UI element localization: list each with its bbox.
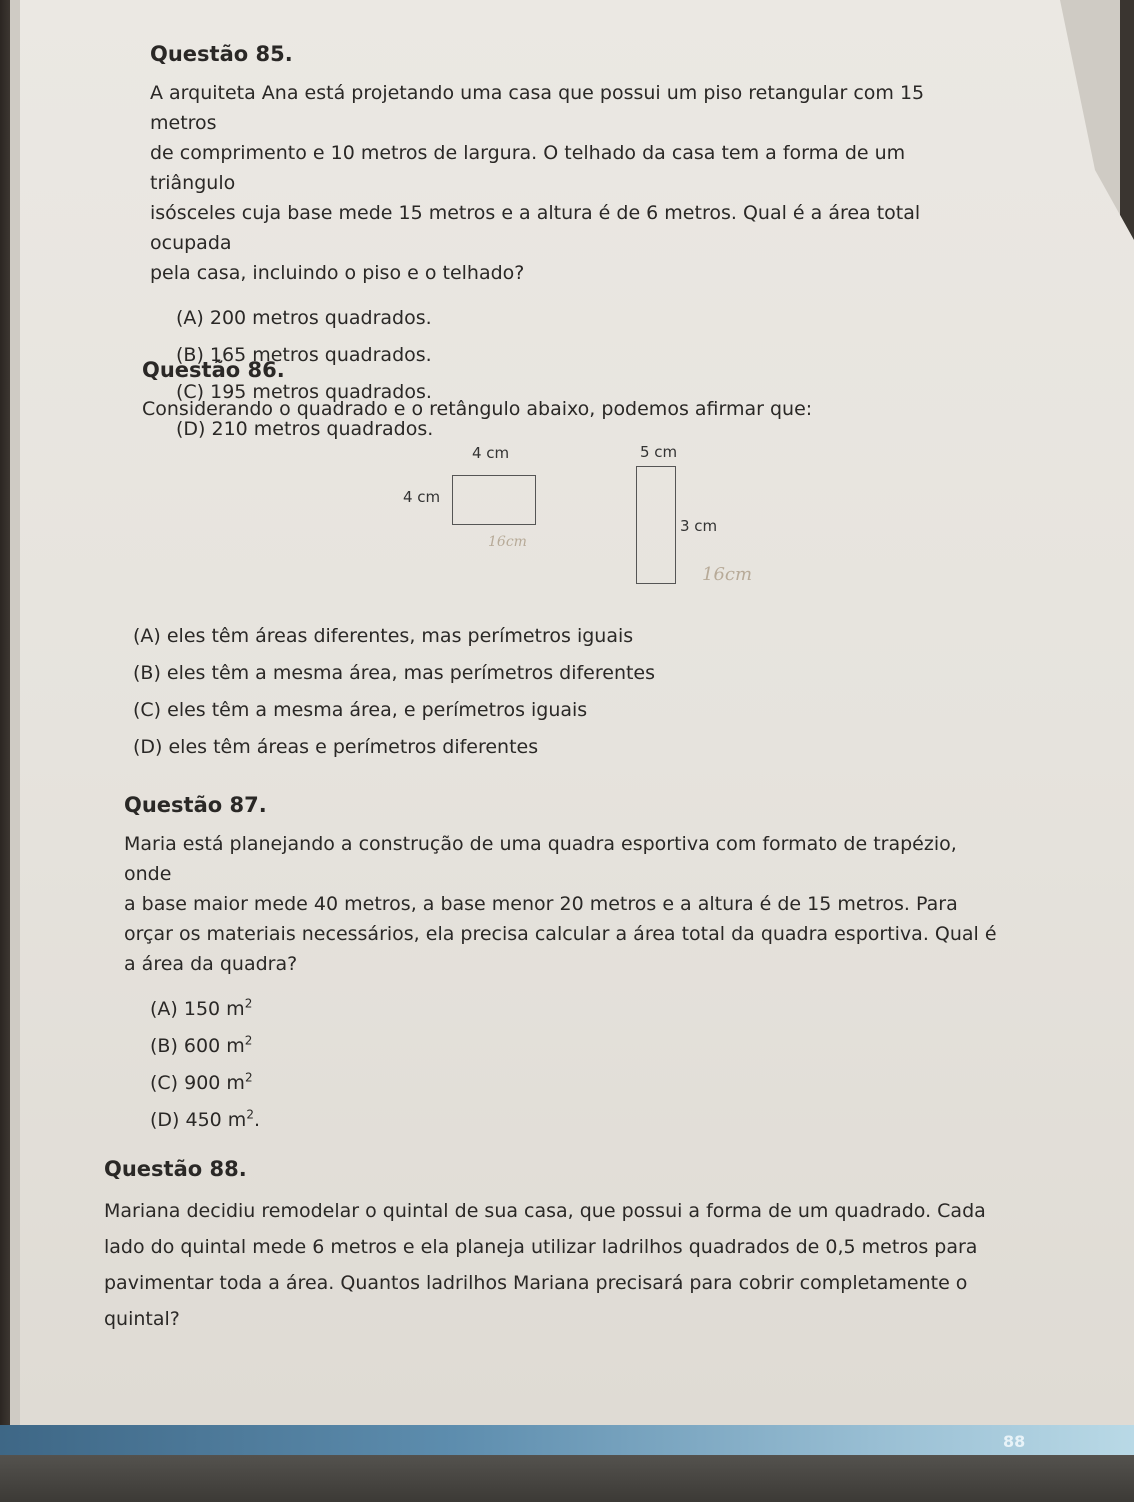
question-85-line: de comprimento e 10 metros de largura. O telhado da casa tem a forma de um triângulo (150, 142, 906, 194)
question-88-line: quintal? (104, 1308, 180, 1330)
option-c: (C) 900 $m^2$ (150, 1070, 253, 1094)
rectangle-side-label: 3 cm (680, 517, 718, 535)
question-86-text: Considerando o quadrado e o retângulo abaixo, podemos afirmar que: (142, 398, 813, 420)
option-b: (B) 165 metros quadrados. (176, 344, 432, 366)
question-87-line: Maria está planejando a construção de uma quadra esportiva com formato de trapézio, onde (124, 833, 957, 885)
rectangle-handwritten-note: 16cm (702, 564, 753, 585)
option-a: (A) 200 metros quadrados. (176, 307, 432, 329)
question-88-text (104, 1193, 1029, 1337)
question-87-text (124, 829, 1009, 979)
rectangle-shape (636, 466, 676, 584)
question-85-title: Questão 85. (150, 42, 293, 66)
square-top-label: 4 cm (472, 444, 510, 462)
question-85-line: isósceles cuja base mede 15 metros e a altura é de 6 metros. Qual é a área total ocupada (150, 202, 921, 254)
question-85-text (150, 78, 995, 288)
question-88-title: Questão 88. (104, 1157, 247, 1181)
option-b: (B) 600 $m^2$ (150, 1033, 253, 1057)
page-number: 88 (1003, 1432, 1026, 1451)
square-shape (452, 475, 536, 525)
option-a: (A) 150 $m^2$ (150, 996, 253, 1020)
rectangle-top-label: 5 cm (640, 443, 678, 461)
option-c: (C) eles têm a mesma área, e perímetros iguais (133, 699, 588, 721)
option-c: (C) 195 metros quadrados. (176, 381, 432, 403)
option-d: (D) eles têm áreas e perímetros diferentes (133, 736, 539, 758)
question-87-line: a área da quadra? (124, 953, 298, 975)
question-87-options (150, 991, 1009, 1139)
option-a: (A) eles têm áreas diferentes, mas perímetros iguais (133, 625, 634, 647)
question-88 (104, 1157, 1029, 1337)
desk-edge (0, 1455, 1134, 1502)
question-86-title: Questão 86. (142, 358, 285, 382)
question-87-title: Questão 87. (124, 793, 267, 817)
question-88-line: lado do quintal mede 6 metros e ela planeja utilizar ladrilhos quadrados de 0,5 metros para (104, 1236, 978, 1258)
square-side-label: 4 cm (403, 488, 441, 506)
question-86 (142, 358, 972, 424)
option-d: (D) 210 metros quadrados. (176, 418, 434, 440)
question-87-line: a base maior mede 40 metros, a base menor 20 metros e a altura é de 15 metros. Para (124, 893, 958, 915)
question-88-line: pavimentar toda a área. Quantos ladrilhos Mariana precisará para cobrir completamente o (104, 1272, 968, 1294)
option-d: (D) 450 $m^2$. (150, 1107, 260, 1131)
square-handwritten-note: 16cm (488, 534, 527, 550)
question-85-line: pela casa, incluindo o piso e o telhado? (150, 262, 525, 284)
option-b: (B) eles têm a mesma área, mas perímetros diferentes (133, 662, 656, 684)
question-86-options (133, 618, 655, 766)
question-87-line: orçar os materiais necessários, ela precisa calcular a área total da quadra esportiva. Qual é (124, 923, 997, 945)
question-87 (124, 793, 1009, 1139)
question-85-line: A arquiteta Ana está projetando uma casa que possui um piso retangular com 15 metros (150, 82, 925, 134)
question-88-line: Mariana decidiu remodelar o quintal de sua casa, que possui a forma de um quadrado. Cada (104, 1200, 986, 1222)
